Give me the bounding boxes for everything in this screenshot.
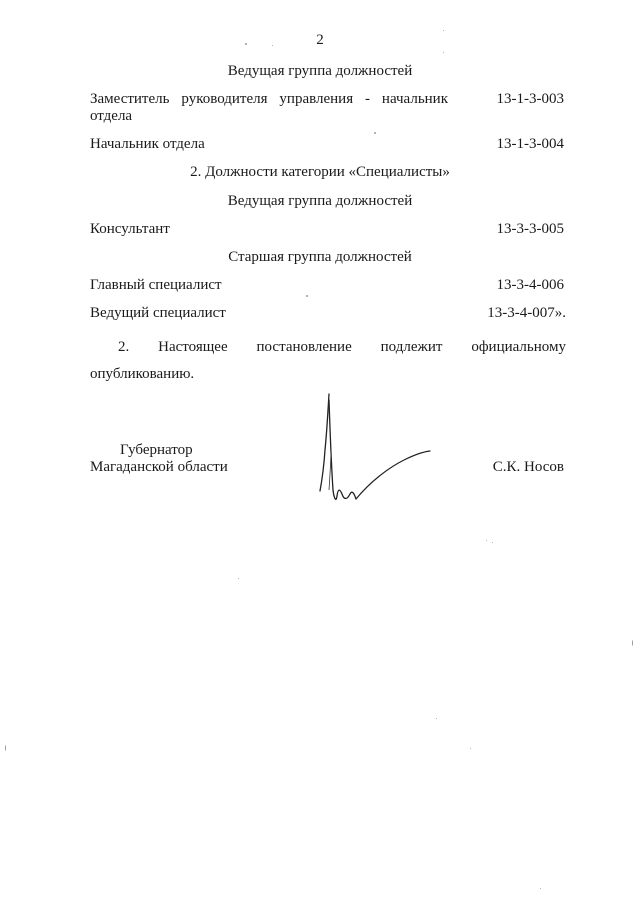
signatory-position: Губернатор [120,442,193,458]
paragraph-line: 2. Настоящее постановление подлежит официальному [118,339,566,355]
paragraph-line: опубликованию. [90,366,195,382]
signatory-name: С.К. Носов [492,459,564,475]
scan-speck [540,888,541,889]
scan-speck [306,295,308,297]
page-number: 2 [316,32,324,48]
scan-speck [374,132,376,134]
section-heading-category: 2. Должности категории «Специалисты» [190,164,450,180]
position-code: 13-3-3-005 [496,221,564,237]
scan-speck [443,30,444,31]
scan-speck [272,45,273,46]
scan-speck [486,540,487,541]
scan-speck [245,43,247,45]
section-heading-senior-group: Старшая группа должностей [228,249,412,265]
scan-speck [632,640,633,646]
scan-speck [492,542,493,543]
position-title: Главный специалист [90,277,222,293]
position-title: Консультант [90,221,170,237]
position-title-continued: отдела [90,108,133,124]
handwritten-signature [300,390,440,515]
position-title: Начальник отдела [90,136,205,152]
position-code: 13-1-3-004 [496,136,564,152]
scan-speck [238,578,239,579]
signatory-region: Магаданской области [90,459,228,475]
position-title: Ведущий специалист [90,305,226,321]
section-heading-lead-group: Ведущая группа должностей [227,63,413,79]
position-title: Заместитель руководителя управления - начальник [90,91,448,107]
scan-speck [436,718,437,719]
scan-speck [443,52,444,53]
position-code: 13-1-3-003 [496,91,564,107]
position-code: 13-3-4-007». [487,305,566,321]
scan-speck [5,745,6,751]
position-code: 13-3-4-006 [496,277,564,293]
section-heading-lead-group: Ведущая группа должностей [227,193,413,209]
scan-speck [470,748,471,749]
